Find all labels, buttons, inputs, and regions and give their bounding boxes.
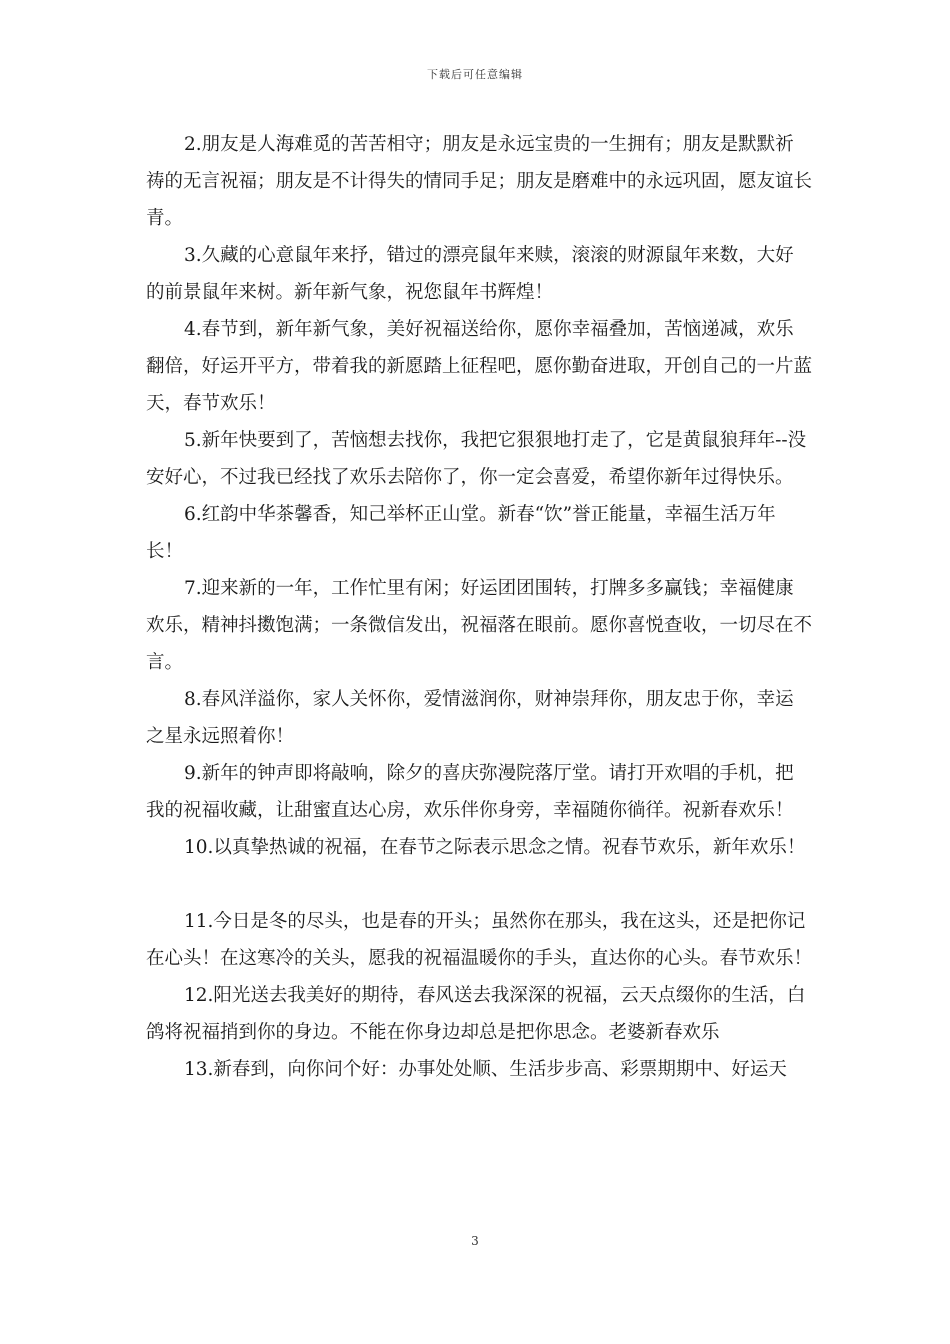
paragraph-spacer — [146, 866, 812, 903]
page-number: 3 — [471, 1234, 479, 1248]
paragraph-11: 11.今日是冬的尽头，也是春的开头；虽然你在那头，我在这头，还是把你记在心头！在这寒冷的关头，愿我的祝福温暖你的手头，直达你的心头。春节欢乐！ — [146, 911, 813, 969]
paragraph-13: 13.新春到，向你问个好：办事处处顺、生活步步高、彩票期期中、好运天 — [184, 1059, 787, 1080]
paragraph-2: 2.朋友是人海难觅的苦苦相守；朋友是永远宝贵的一生拥有；朋友是默默祈祷的无言祝福；朋友是不计得失的情同手足；朋友是磨难中的永远巩固，愿友谊长青。 — [146, 134, 813, 229]
paragraph-7: 7.迎来新的一年，工作忙里有闲；好运团团围转，打牌多多赢钱；幸福健康欢乐，精神抖擞饱满；一条微信发出，祝福落在眼前。愿你喜悦查收，一切尽在不言。 — [146, 578, 813, 673]
paragraph-10: 10.以真挚热诚的祝福，在春节之际表示思念之情。祝春节欢乐，新年欢乐！ — [184, 837, 806, 858]
page-header: 下载后可任意编辑 — [427, 68, 523, 81]
paragraph-4: 4.春节到，新年新气象，美好祝福送给你，愿你幸福叠加，苦恼递减，欢乐翻倍，好运开平方，带着我的新愿踏上征程吧，愿你勤奋进取，开创自己的一片蓝天，春节欢乐！ — [146, 319, 813, 414]
document-body — [146, 126, 812, 1088]
paragraph-9: 9.新年的钟声即将敲响，除夕的喜庆弥漫院落厅堂。请打开欢唱的手机，把我的祝福收藏，让甜蜜直达心房，欢乐伴你身旁，幸福随你徜徉。祝新春欢乐！ — [146, 763, 794, 821]
paragraph-8: 8.春风洋溢你，家人关怀你，爱情滋润你，财神崇拜你，朋友忠于你，幸运之星永远照着你！ — [146, 689, 794, 747]
paragraph-12: 12.阳光送去我美好的期待，春风送去我深深的祝福，云天点缀你的生活，白鸽将祝福捎到你的身边。不能在你身边却总是把你思念。老婆新春欢乐 — [146, 985, 806, 1043]
paragraph-6: 6.红韵中华茶馨香，知己举杯正山堂。新春“饮”誉正能量，幸福生活万年长！ — [146, 504, 776, 562]
paragraph-3: 3.久藏的心意鼠年来抒，错过的漂亮鼠年来赎，滚滚的财源鼠年来数，大好的前景鼠年来树。新年新气象，祝您鼠年书辉煌！ — [146, 245, 794, 303]
paragraph-5: 5.新年快要到了，苦恼想去找你，我把它狠狠地打走了，它是黄鼠狼拜年--没安好心，不过我已经找了欢乐去陪你了，你一定会喜爱，希望你新年过得快乐。 — [146, 430, 807, 488]
